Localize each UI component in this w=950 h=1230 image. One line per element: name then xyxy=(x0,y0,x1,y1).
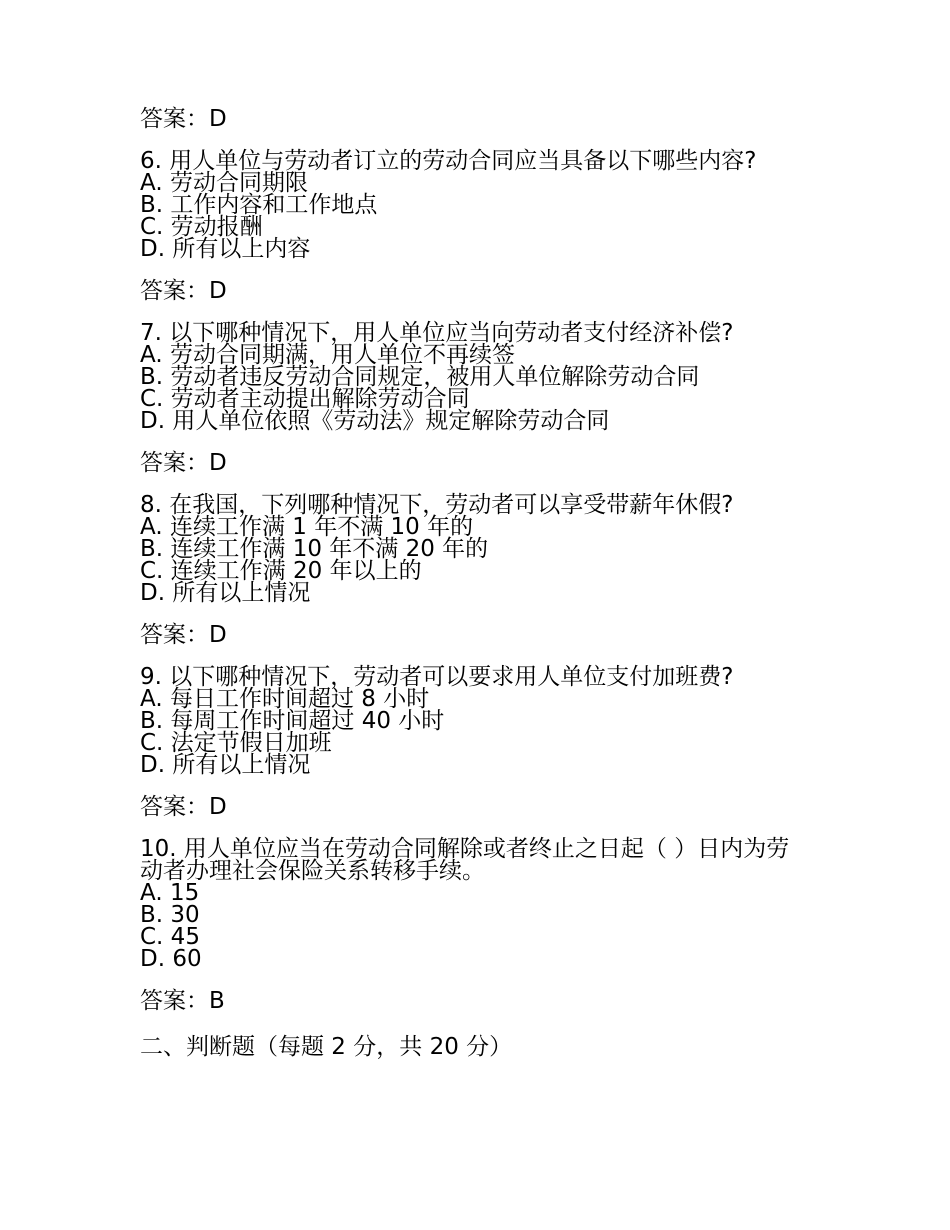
question-title: 8. 在我国，下列哪种情况下，劳动者可以享受带薪年休假? xyxy=(140,492,734,518)
option-b: B. 30 xyxy=(140,902,200,928)
answer-line: 答案：D xyxy=(140,450,227,476)
option-c: C. 劳动者主动提出解除劳动合同 xyxy=(140,386,470,412)
answer-line: 答案：B xyxy=(140,988,225,1014)
option-b: B. 连续工作满 10 年不满 20 年的 xyxy=(140,536,489,562)
option-d: D. 所有以上情况 xyxy=(140,752,311,778)
question-title: 10. 用人单位应当在劳动合同解除或者终止之日起（ ）日内为劳动者办理社会保险关系转移手续。 xyxy=(140,836,790,884)
option-b: B. 工作内容和工作地点 xyxy=(140,192,378,218)
option-d: D. 用人单位依照《劳动法》规定解除劳动合同 xyxy=(140,408,610,434)
answer-line: 答案：D xyxy=(140,622,227,648)
question-7 xyxy=(140,322,800,432)
question-title: 6. 用人单位与劳动者订立的劳动合同应当具备以下哪些内容? xyxy=(140,148,757,174)
question-9 xyxy=(140,666,800,776)
answer-line: 答案：D xyxy=(140,794,227,820)
question-6 xyxy=(140,150,800,260)
option-d: D. 所有以上内容 xyxy=(140,236,311,262)
question-title: 9. 以下哪种情况下，劳动者可以要求用人单位支付加班费? xyxy=(140,664,734,690)
option-a: A. 15 xyxy=(140,880,200,906)
option-a: A. 连续工作满 1 年不满 10 年的 xyxy=(140,514,474,540)
option-d: D. 所有以上情况 xyxy=(140,580,311,606)
answer-line: 答案：D xyxy=(140,106,227,132)
option-c: C. 45 xyxy=(140,924,200,950)
question-8 xyxy=(140,494,800,604)
option-a: A. 每日工作时间超过 8 小时 xyxy=(140,686,430,712)
option-a: A. 劳动合同期限 xyxy=(140,170,308,196)
section-heading: 二、判断题（每题 2 分，共 20 分） xyxy=(140,1034,513,1060)
option-a: A. 劳动合同期满，用人单位不再续签 xyxy=(140,342,515,368)
question-10 xyxy=(140,838,800,970)
option-b: B. 每周工作时间超过 40 小时 xyxy=(140,708,445,734)
option-c: C. 连续工作满 20 年以上的 xyxy=(140,558,422,584)
answer-line: 答案：D xyxy=(140,278,227,304)
option-d: D. 60 xyxy=(140,946,202,972)
option-c: C. 劳动报酬 xyxy=(140,214,263,240)
document-page xyxy=(140,104,800,1062)
option-b: B. 劳动者违反劳动合同规定，被用人单位解除劳动合同 xyxy=(140,364,700,390)
option-c: C. 法定节假日加班 xyxy=(140,730,332,756)
question-title: 7. 以下哪种情况下，用人单位应当向劳动者支付经济补偿? xyxy=(140,320,734,346)
